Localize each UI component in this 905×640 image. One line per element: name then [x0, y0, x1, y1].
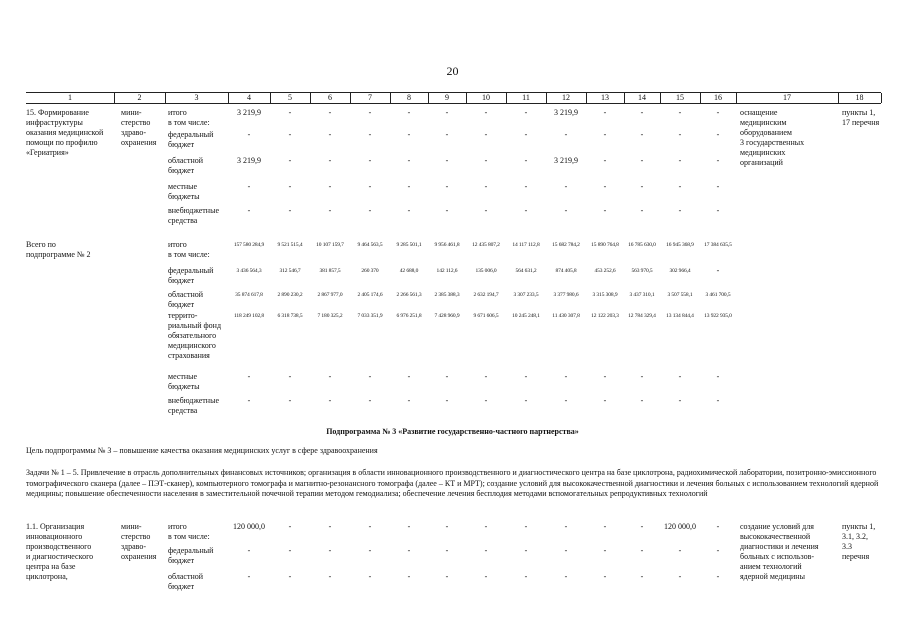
funding-source-label: федеральный бюджет — [168, 546, 214, 565]
funding-value: - — [445, 108, 449, 117]
funding-value: 3 219,9 — [237, 108, 261, 117]
funding-source-label: итого в том числе: — [168, 240, 210, 259]
funding-source-label: внебюджетные средства — [168, 396, 219, 415]
funding-value: 2 632 194,7 — [473, 292, 499, 298]
funding-value: 120 000,0 — [664, 522, 696, 531]
funding-value: 10 107 159,7 — [316, 242, 344, 248]
funding-value: - — [407, 522, 411, 531]
row-executor: мини- стерство здраво- охранения — [121, 522, 157, 561]
funding-value: - — [603, 546, 607, 555]
funding-value: - — [716, 372, 720, 381]
funding-value: - — [445, 206, 449, 215]
funding-value: 6 976 251,8 — [396, 313, 422, 319]
funding-value: - — [484, 206, 488, 215]
funding-value: 563 970,5 — [631, 268, 653, 274]
column-number: 5 — [288, 93, 292, 102]
funding-value: 9 285 501,1 — [396, 242, 422, 248]
funding-source-label: федеральный бюджет — [168, 266, 214, 285]
funding-value: 12 122 203,3 — [591, 313, 619, 319]
funding-value: - — [368, 546, 372, 555]
funding-value: - — [484, 130, 488, 139]
column-number: 13 — [601, 93, 609, 102]
column-divider — [506, 93, 507, 103]
funding-value: - — [640, 396, 644, 405]
funding-value: 2 867 977,0 — [317, 292, 343, 298]
funding-value: - — [288, 130, 292, 139]
funding-value: - — [564, 546, 568, 555]
funding-value: 6 318 738,5 — [277, 313, 303, 319]
funding-value: 35 874 617,8 — [235, 292, 263, 298]
column-number: 16 — [714, 93, 722, 102]
column-number: 17 — [783, 93, 791, 102]
subprogram-3-goal: Цель подпрограммы № 3 – повышение качества оказания медицинских услуг в сфере здравоохранения — [26, 446, 378, 455]
row-target-indicator: создание условий для высококачественной диагностики и лечения больных с использов- анием технологий ядерной медицины — [740, 522, 819, 581]
funding-value: - — [247, 130, 251, 139]
funding-value: 260 370 — [361, 268, 379, 274]
funding-value: - — [288, 182, 292, 191]
funding-value: - — [368, 522, 372, 531]
funding-value: - — [524, 522, 528, 531]
funding-value: 3 377 980,6 — [553, 292, 579, 298]
funding-value: 9 671 606,5 — [473, 313, 499, 319]
funding-value: 13 134 844,4 — [666, 313, 694, 319]
funding-value: - — [484, 396, 488, 405]
column-divider — [165, 93, 166, 103]
funding-value: - — [716, 266, 720, 275]
funding-value: - — [640, 546, 644, 555]
funding-value: - — [716, 522, 720, 531]
funding-value: 9 956 461,8 — [434, 242, 460, 248]
funding-value: 15 890 764,8 — [591, 242, 619, 248]
funding-value: 17 384 635,5 — [704, 242, 732, 248]
funding-value: - — [640, 206, 644, 215]
funding-value: - — [288, 108, 292, 117]
column-number: 8 — [407, 93, 411, 102]
funding-value: 874 405,8 — [555, 268, 577, 274]
funding-value: - — [564, 372, 568, 381]
page-number: 20 — [446, 64, 459, 78]
funding-value: - — [524, 206, 528, 215]
funding-value: 3 307 233,5 — [513, 292, 539, 298]
funding-value: - — [640, 130, 644, 139]
funding-value: 3 461 700,5 — [705, 292, 731, 298]
funding-source-label: областной бюджет — [168, 572, 204, 591]
subprogram-3-tasks: Задачи № 1 – 5. Привлечение в отрасль дополнительных финансовых источников; организация в области инновационного производственного и диагностического центра на базе циклотрона, радиохимической лаборатории, позитронно-эмиссионного томографического сканера (далее – ПЭТ-сканер), компьютерного томографа и магнитно-резонансного томографа (далее – КТ и МРТ); создание условий для высококачественной диагностики и лечения больных с использованием технологий ядерной медицины; повышение обеспеченности населения в заместительной почечной терапии методом гемодиализа; обеспечение лечения бесплодия методами вспомогательных репродуктивных технологий — [26, 468, 879, 498]
funding-value: - — [328, 396, 332, 405]
column-divider — [114, 93, 115, 103]
funding-value: 2 890 230,2 — [277, 292, 303, 298]
row-name: 15. Формирование инфраструктуры оказания медицинской помощи по профилю «Гериатрия» — [26, 108, 104, 157]
funding-value: 3 219,9 — [237, 156, 261, 165]
funding-value: - — [288, 572, 292, 581]
funding-value: - — [678, 182, 682, 191]
funding-value: - — [407, 372, 411, 381]
column-divider — [736, 93, 737, 103]
funding-value: - — [445, 372, 449, 381]
funding-value: - — [328, 546, 332, 555]
funding-value: - — [716, 546, 720, 555]
funding-value: 16 945 368,9 — [666, 242, 694, 248]
funding-value: - — [407, 156, 411, 165]
funding-value: - — [484, 108, 488, 117]
column-number: 2 — [137, 93, 142, 102]
funding-source-label: областной бюджет — [168, 290, 204, 309]
funding-value: - — [716, 396, 720, 405]
funding-value: 120 000,0 — [233, 522, 265, 531]
funding-value: - — [288, 546, 292, 555]
funding-value: 142 112,6 — [436, 268, 458, 274]
funding-value: - — [445, 546, 449, 555]
funding-value: - — [288, 522, 292, 531]
funding-value: - — [407, 182, 411, 191]
funding-value: - — [603, 206, 607, 215]
funding-value: - — [716, 182, 720, 191]
funding-value: 13 922 935,0 — [704, 313, 732, 319]
funding-value: 302 966,4 — [669, 268, 691, 274]
funding-value: 7 428 960,9 — [434, 313, 460, 319]
funding-value: - — [484, 546, 488, 555]
funding-value: - — [524, 156, 528, 165]
column-divider — [270, 93, 271, 103]
funding-value: 11 430 307,8 — [552, 313, 580, 319]
funding-value: - — [678, 206, 682, 215]
funding-value: - — [407, 546, 411, 555]
funding-value: - — [445, 572, 449, 581]
column-divider — [586, 93, 587, 103]
funding-value: - — [328, 108, 332, 117]
funding-value: 42 688,0 — [399, 268, 419, 274]
funding-value: - — [564, 522, 568, 531]
funding-value: - — [247, 206, 251, 215]
funding-value: - — [603, 572, 607, 581]
funding-value: - — [603, 156, 607, 165]
funding-value: - — [603, 130, 607, 139]
funding-value: 2 405 174,6 — [357, 292, 383, 298]
funding-value: - — [678, 130, 682, 139]
funding-value: - — [678, 108, 682, 117]
funding-value: 564 631,2 — [515, 268, 537, 274]
funding-value: - — [247, 396, 251, 405]
funding-value: - — [640, 108, 644, 117]
funding-value: 157 580 284,9 — [233, 242, 265, 248]
funding-value: - — [524, 396, 528, 405]
column-number: 12 — [562, 93, 570, 102]
funding-value: - — [247, 372, 251, 381]
funding-value: - — [368, 156, 372, 165]
funding-value: - — [445, 182, 449, 191]
row-name: Всего по подпрограмме № 2 — [26, 240, 91, 259]
funding-value: - — [247, 182, 251, 191]
funding-value: 453 252,6 — [594, 268, 616, 274]
funding-value: - — [524, 108, 528, 117]
funding-value: - — [445, 522, 449, 531]
funding-source-label: местные бюджеты — [168, 372, 200, 391]
funding-value: - — [564, 130, 568, 139]
funding-value: - — [368, 130, 372, 139]
funding-value: - — [716, 130, 720, 139]
funding-value: - — [368, 396, 372, 405]
column-divider — [228, 93, 229, 103]
funding-value: 3 437 310,1 — [629, 292, 655, 298]
funding-value: - — [640, 372, 644, 381]
column-divider — [350, 93, 351, 103]
funding-value: - — [640, 572, 644, 581]
row-list-points: пункты 1, 3.1, 3.2, 3.3 перечня — [842, 522, 876, 561]
funding-value: 3 507 558,1 — [667, 292, 693, 298]
funding-value: - — [524, 372, 528, 381]
funding-value: - — [603, 396, 607, 405]
funding-value: 12 784 329,4 — [628, 313, 656, 319]
column-number: 14 — [638, 93, 646, 102]
funding-value: - — [564, 182, 568, 191]
funding-value: - — [564, 396, 568, 405]
funding-value: - — [564, 572, 568, 581]
column-number: 7 — [368, 93, 372, 102]
funding-value: 381 857,5 — [319, 268, 341, 274]
funding-value: - — [368, 182, 372, 191]
funding-value: 14 117 112,8 — [512, 242, 540, 248]
funding-value: - — [368, 206, 372, 215]
column-number: 9 — [445, 93, 449, 102]
funding-value: - — [640, 156, 644, 165]
funding-value: - — [524, 182, 528, 191]
column-number: 3 — [194, 93, 199, 102]
column-divider — [660, 93, 661, 103]
funding-value: 3 219,9 — [554, 108, 578, 117]
funding-value: 9 464 563,5 — [357, 242, 383, 248]
funding-value: 9 521 515,4 — [277, 242, 303, 248]
funding-source-label: местные бюджеты — [168, 182, 200, 201]
funding-source-label: террито- риальный фонд обязательного медицинского страхования — [168, 311, 222, 360]
funding-value: - — [603, 182, 607, 191]
funding-value: - — [445, 130, 449, 139]
funding-value: - — [524, 130, 528, 139]
funding-value: - — [678, 572, 682, 581]
funding-value: 2 385 388,3 — [434, 292, 460, 298]
funding-value: - — [716, 572, 720, 581]
funding-value: 15 682 784,2 — [552, 242, 580, 248]
row-executor: мини- стерство здраво- охранения — [121, 108, 157, 147]
funding-value: - — [716, 108, 720, 117]
funding-value: - — [368, 108, 372, 117]
funding-value: 7 180 325,2 — [317, 313, 343, 319]
funding-value: - — [603, 372, 607, 381]
column-number: 1 — [68, 93, 72, 102]
row-list-points: пункты 1, 17 перечня — [842, 108, 880, 127]
funding-value: - — [407, 396, 411, 405]
funding-source-label: областной бюджет — [168, 156, 204, 175]
funding-value: - — [407, 572, 411, 581]
funding-value: - — [484, 522, 488, 531]
funding-value: - — [678, 546, 682, 555]
column-number: 4 — [247, 93, 251, 102]
column-divider — [390, 93, 391, 103]
funding-value: - — [328, 206, 332, 215]
column-divider — [881, 93, 882, 103]
column-divider — [838, 93, 839, 103]
funding-value: - — [678, 156, 682, 165]
funding-value: - — [678, 396, 682, 405]
funding-value: 3 315 308,9 — [592, 292, 618, 298]
funding-value: 3 219,9 — [554, 156, 578, 165]
funding-value: - — [247, 546, 251, 555]
funding-value: - — [328, 372, 332, 381]
funding-value: - — [328, 156, 332, 165]
column-number-header — [26, 92, 881, 104]
funding-source-label: федеральный бюджет — [168, 130, 214, 149]
funding-value: - — [484, 372, 488, 381]
funding-value: - — [288, 156, 292, 165]
funding-value: - — [445, 396, 449, 405]
funding-value: - — [640, 522, 644, 531]
funding-value: 16 785 630,0 — [628, 242, 656, 248]
funding-value: - — [407, 130, 411, 139]
funding-value: 135 006,0 — [475, 268, 497, 274]
funding-value: - — [328, 522, 332, 531]
funding-value: 10 245 248,1 — [512, 313, 540, 319]
funding-value: - — [484, 572, 488, 581]
funding-value: - — [564, 206, 568, 215]
funding-value: 7 033 351,9 — [357, 313, 383, 319]
funding-value: - — [328, 130, 332, 139]
funding-value: - — [368, 372, 372, 381]
subprogram-3-title: Подпрограмма № 3 «Развитие государственно-частного партнерства» — [326, 427, 579, 436]
row-target-indicator: оснащение медицинским оборудованием 3 государственных медицинских организаций — [740, 108, 805, 167]
funding-value: - — [524, 546, 528, 555]
funding-value: 312 546,7 — [279, 268, 301, 274]
funding-value: - — [603, 108, 607, 117]
funding-source-label: итого в том числе: — [168, 108, 210, 127]
funding-value: 3 436 564,3 — [236, 268, 262, 274]
funding-value: 118 249 102,8 — [233, 313, 265, 319]
funding-value: - — [247, 572, 251, 581]
column-number: 18 — [855, 93, 864, 102]
column-number: 15 — [676, 93, 684, 102]
funding-value: 2 266 561,3 — [396, 292, 422, 298]
column-divider — [700, 93, 701, 103]
funding-value: - — [445, 156, 449, 165]
funding-value: - — [407, 108, 411, 117]
column-number: 6 — [328, 93, 332, 102]
funding-value: - — [328, 572, 332, 581]
row-name: 1.1. Организация инновационного производственного и диагностического центра на базе циклотрона, — [26, 522, 94, 581]
column-divider — [466, 93, 467, 103]
funding-source-label: итого в том числе: — [168, 522, 210, 541]
funding-value: - — [288, 372, 292, 381]
funding-value: - — [484, 156, 488, 165]
funding-value: 12 435 807,2 — [472, 242, 500, 248]
funding-value: - — [368, 572, 372, 581]
funding-value: - — [328, 182, 332, 191]
column-divider — [310, 93, 311, 103]
column-number: 11 — [522, 93, 530, 102]
funding-value: - — [603, 522, 607, 531]
funding-value: - — [288, 396, 292, 405]
funding-value: - — [484, 182, 488, 191]
column-divider — [546, 93, 547, 103]
funding-value: - — [407, 206, 411, 215]
funding-value: - — [288, 206, 292, 215]
funding-source-label: внебюджетные средства — [168, 206, 219, 225]
column-number: 10 — [482, 93, 490, 102]
funding-value: - — [640, 182, 644, 191]
funding-value: - — [716, 206, 720, 215]
column-divider — [624, 93, 625, 103]
funding-value: - — [524, 572, 528, 581]
funding-value: - — [678, 372, 682, 381]
column-divider — [428, 93, 429, 103]
funding-value: - — [716, 156, 720, 165]
